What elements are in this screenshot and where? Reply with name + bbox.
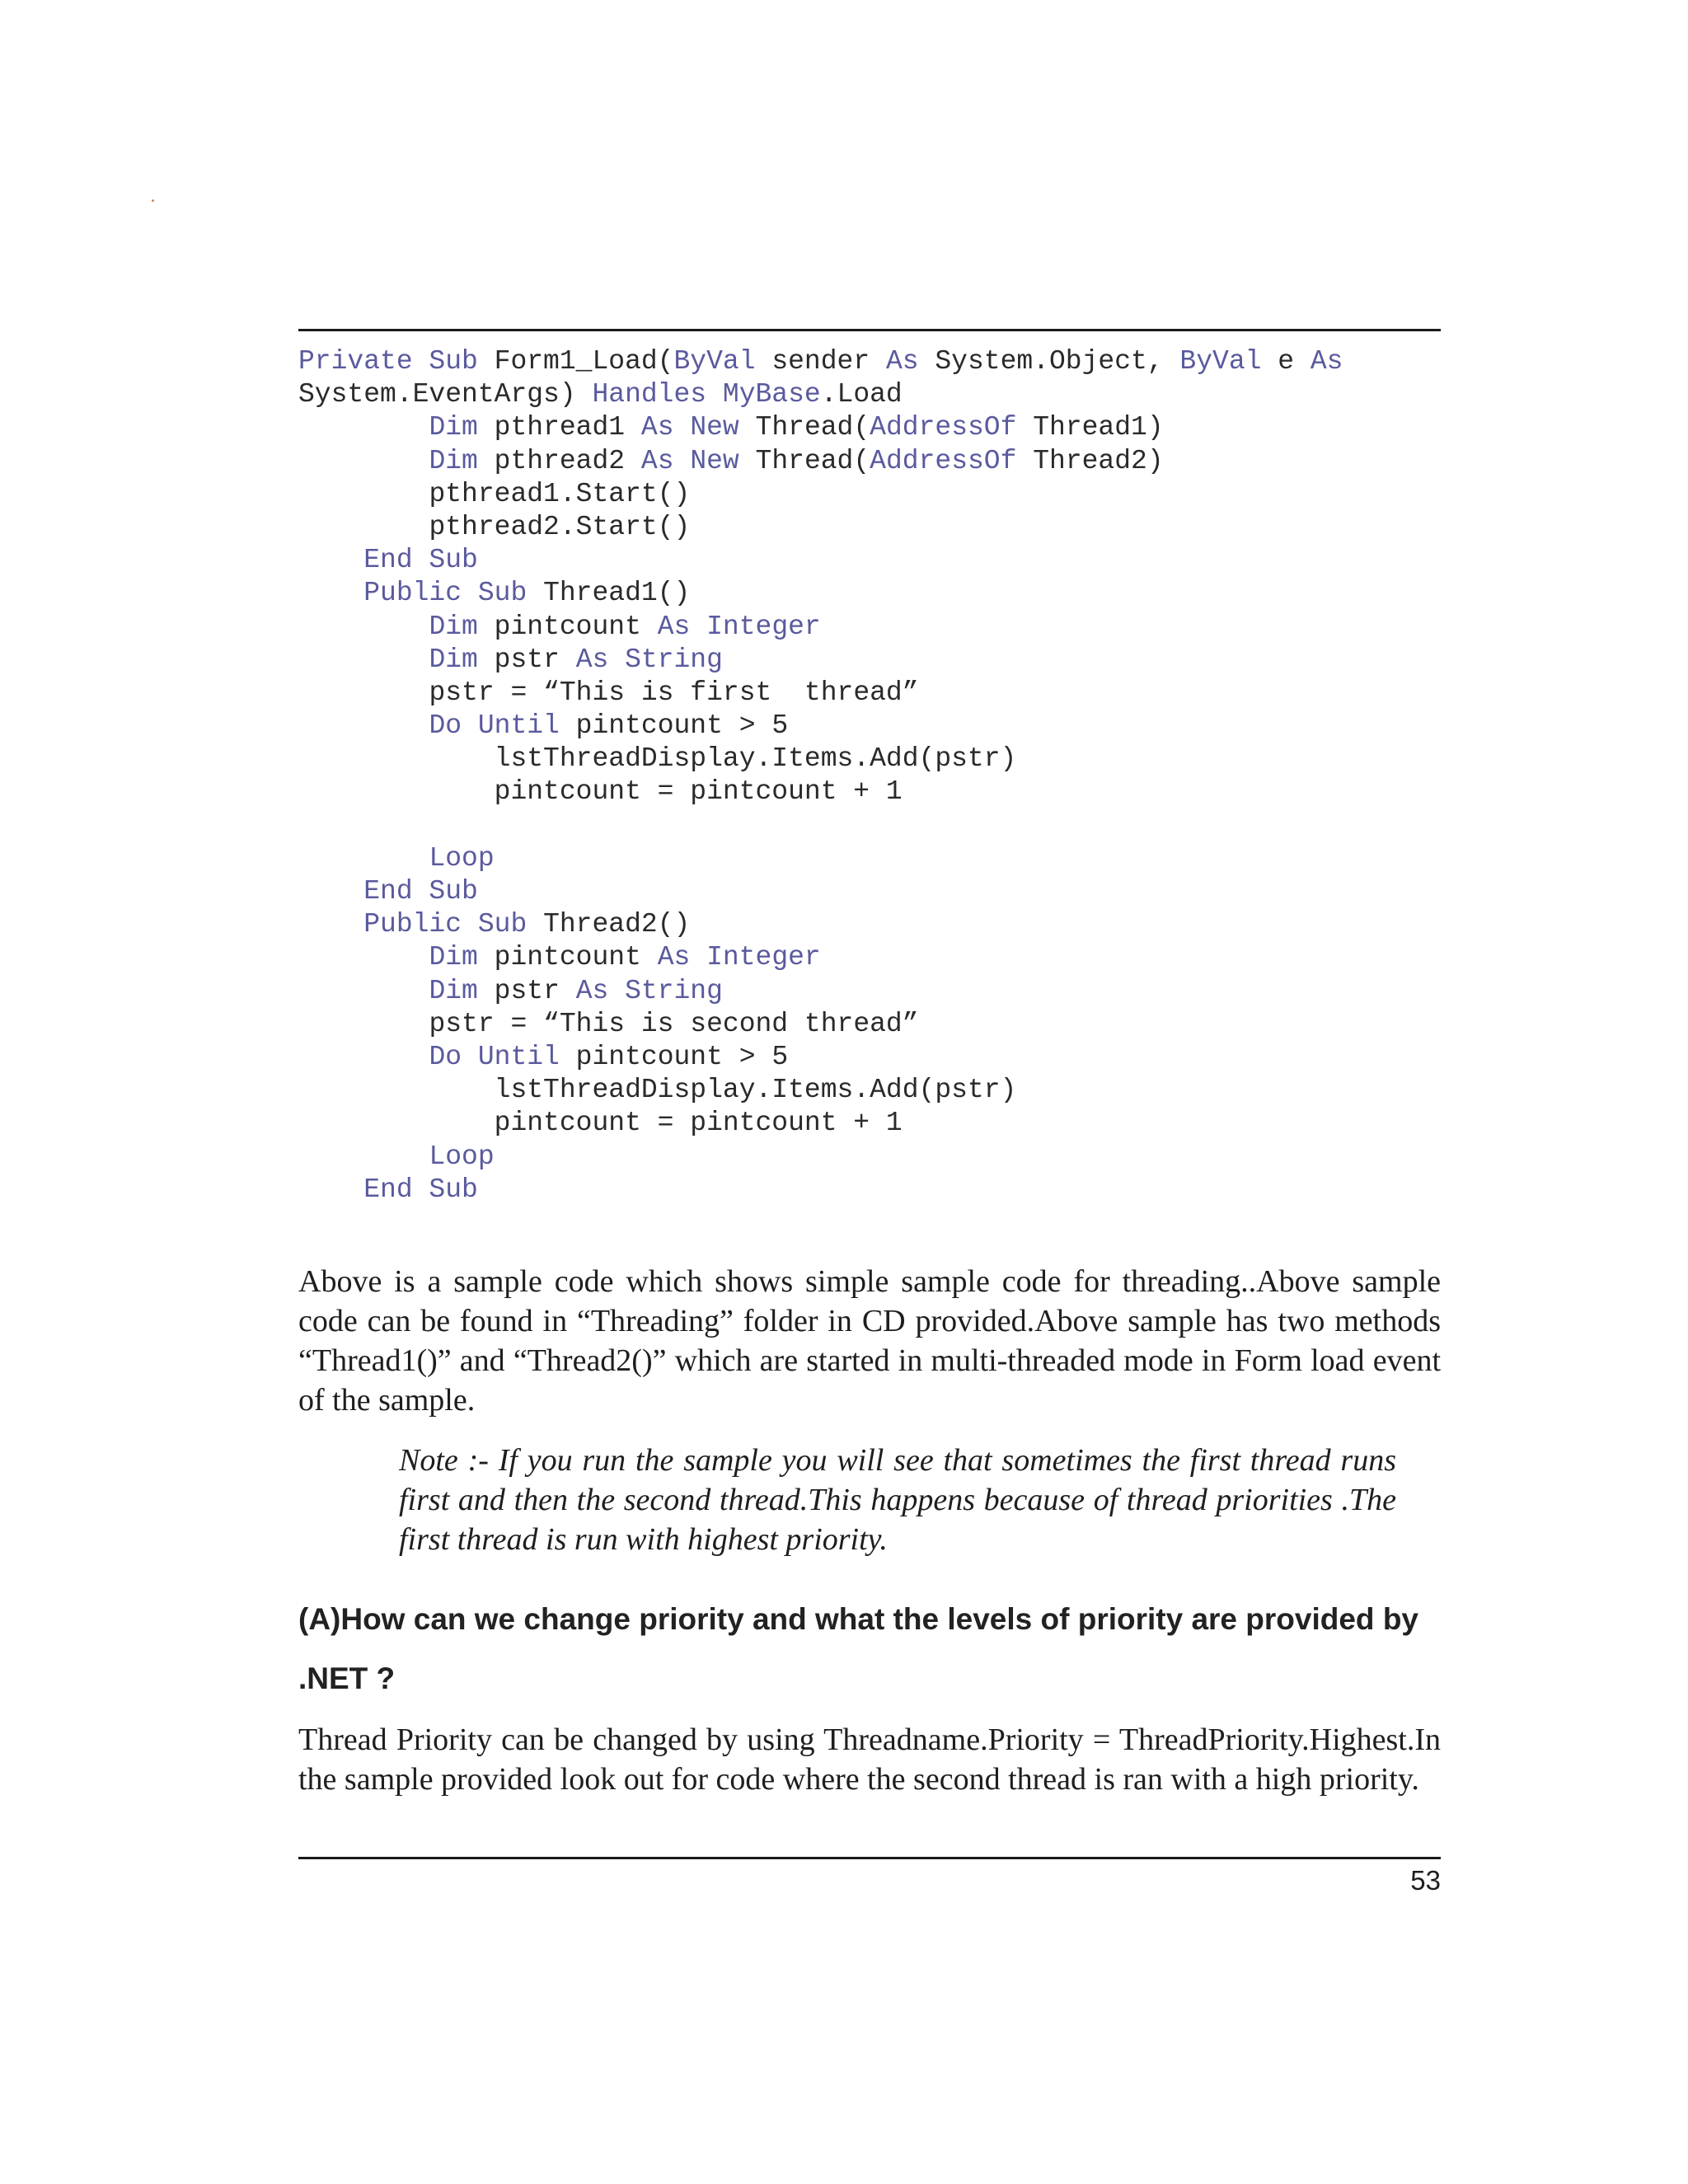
code-line [298,842,1452,875]
code-line [298,809,1452,842]
code-text: Thread2) [1016,445,1164,476]
code-keyword: End Sub [363,1174,478,1205]
code-keyword: Dim [429,445,478,476]
code-indent [298,412,429,443]
code-text: pstr [477,644,576,675]
code-keyword: Dim [429,611,478,642]
code-text: System.Object, [918,346,1180,377]
code-keyword: ByVal [1179,346,1262,377]
code-keyword: As String [575,975,723,1006]
code-line [298,644,1452,677]
code-block [298,345,1452,1207]
code-line [298,975,1452,1008]
code-keyword: End Sub [363,876,478,907]
code-indent [298,909,363,940]
code-line [298,1107,1452,1140]
code-text: pthread2.Start() [429,511,691,542]
code-keyword: As [885,346,919,377]
code-keyword: Dim [429,975,478,1006]
code-line [298,544,1452,577]
code-indent [298,446,429,476]
code-text: sender [755,346,886,377]
code-indent [298,1174,363,1205]
code-line [298,677,1452,710]
code-line [298,1174,1452,1207]
code-text: pintcount = pintcount + 1 [494,776,903,808]
code-text: Thread2() [543,909,691,940]
note-paragraph: Note :- If you run the sample you will see that sometimes the first thread runs first and then the second thread.This happens because of thread priorities .The first thread is run with highest priority. [399,1443,1396,1557]
code-line [298,345,1452,378]
code-text: pstr [477,975,576,1006]
code-indent [298,644,429,675]
code-keyword: As New [640,445,739,476]
code-keyword: Loop [429,1141,495,1172]
stray-mark [152,199,154,202]
code-text: e [1261,346,1311,377]
code-text: Thread( [738,412,870,443]
code-line [298,478,1452,511]
code-text: pintcount = pintcount + 1 [494,1108,903,1139]
top-rule [298,329,1441,331]
code-text: pintcount [477,942,658,973]
code-line [298,941,1452,974]
code-keyword: Private Sub [298,346,495,377]
code-indent [298,743,495,774]
code-text: Thread1() [543,578,691,609]
code-text: System.EventArgs) [298,379,593,410]
code-indent [298,942,429,972]
code-indent [298,1042,429,1072]
code-text: pintcount [477,611,658,642]
code-keyword: Handles MyBase [592,379,821,410]
code-keyword: Public Sub [363,909,544,940]
code-line [298,875,1452,908]
code-keyword: ByVal [673,346,756,377]
code-keyword: Do Until [429,1041,560,1072]
code-indent [298,578,363,608]
code-indent [298,545,363,575]
code-keyword: Do Until [429,710,560,742]
code-line [298,908,1452,941]
code-line [298,378,1452,411]
code-indent [298,876,363,907]
code-keyword: AddressOf [870,445,1017,476]
code-keyword: As String [575,644,723,675]
page-number: 53 [1410,1865,1441,1896]
code-line [298,1008,1452,1041]
code-text: lstThreadDisplay.Items.Add(pstr) [494,743,1017,775]
bottom-rule [298,1857,1441,1859]
code-text: Form1_Load( [494,346,674,377]
code-text: pthread1.Start() [429,478,691,509]
code-text: pthread1 [477,412,641,443]
code-keyword: As Integer [657,611,821,642]
code-keyword: End Sub [363,545,478,576]
code-line [298,577,1452,610]
code-text: pstr = “This is second thread” [429,1008,919,1039]
code-text: Thread( [738,445,870,476]
code-keyword: Dim [429,644,478,675]
code-indent [298,976,429,1006]
code-text: pstr = “This is first thread” [429,677,919,708]
code-keyword: AddressOf [870,412,1017,443]
code-line [298,1141,1452,1174]
code-indent [298,1009,429,1039]
body-paragraph-2: Thread Priority can be changed by using Threadname.Priority = ThreadPriority.Highest.In the sample provided look out for code where the second thread is ran with a high priority. [298,1722,1441,1797]
code-text: .Load [820,379,903,410]
code-indent [298,1108,495,1138]
code-indent [298,1141,429,1172]
code-text: lstThreadDisplay.Items.Add(pstr) [494,1075,1017,1106]
code-line [298,611,1452,644]
code-indent [298,710,429,741]
body-paragraph-1: Above is a sample code which shows simple sample code for threading..Above sample code can be found in “Threading” folder in CD provided.Above sample has two methods “Thread1()” and “Thread2()” which are started in multi-threaded mode in Form load event of the sample. [298,1264,1441,1418]
code-text: pintcount > 5 [559,710,789,742]
code-indent [298,1075,495,1105]
code-indent [298,843,429,874]
code-line [298,710,1452,743]
code-line [298,411,1452,444]
code-keyword: Loop [429,842,495,874]
code-indent [298,479,429,509]
code-keyword: Dim [429,942,478,973]
code-keyword: Public Sub [363,578,544,609]
code-keyword: As Integer [657,942,821,973]
code-indent [298,677,429,708]
code-keyword: Dim [429,412,478,443]
code-line [298,511,1452,544]
section-heading: (A)How can we change priority and what the levels of priority are provided by .NET ? [298,1602,1418,1695]
code-indent [298,776,495,807]
code-line [298,743,1452,776]
code-line [298,1041,1452,1074]
code-keyword: As New [640,412,739,443]
code-line [298,445,1452,478]
code-keyword: As [1310,346,1343,377]
code-text: Thread1) [1016,412,1164,443]
code-indent [298,612,429,642]
code-text: pintcount > 5 [559,1041,789,1072]
code-line [298,776,1452,808]
code-line [298,1074,1452,1107]
code-text: pthread2 [477,445,641,476]
code-indent [298,512,429,542]
